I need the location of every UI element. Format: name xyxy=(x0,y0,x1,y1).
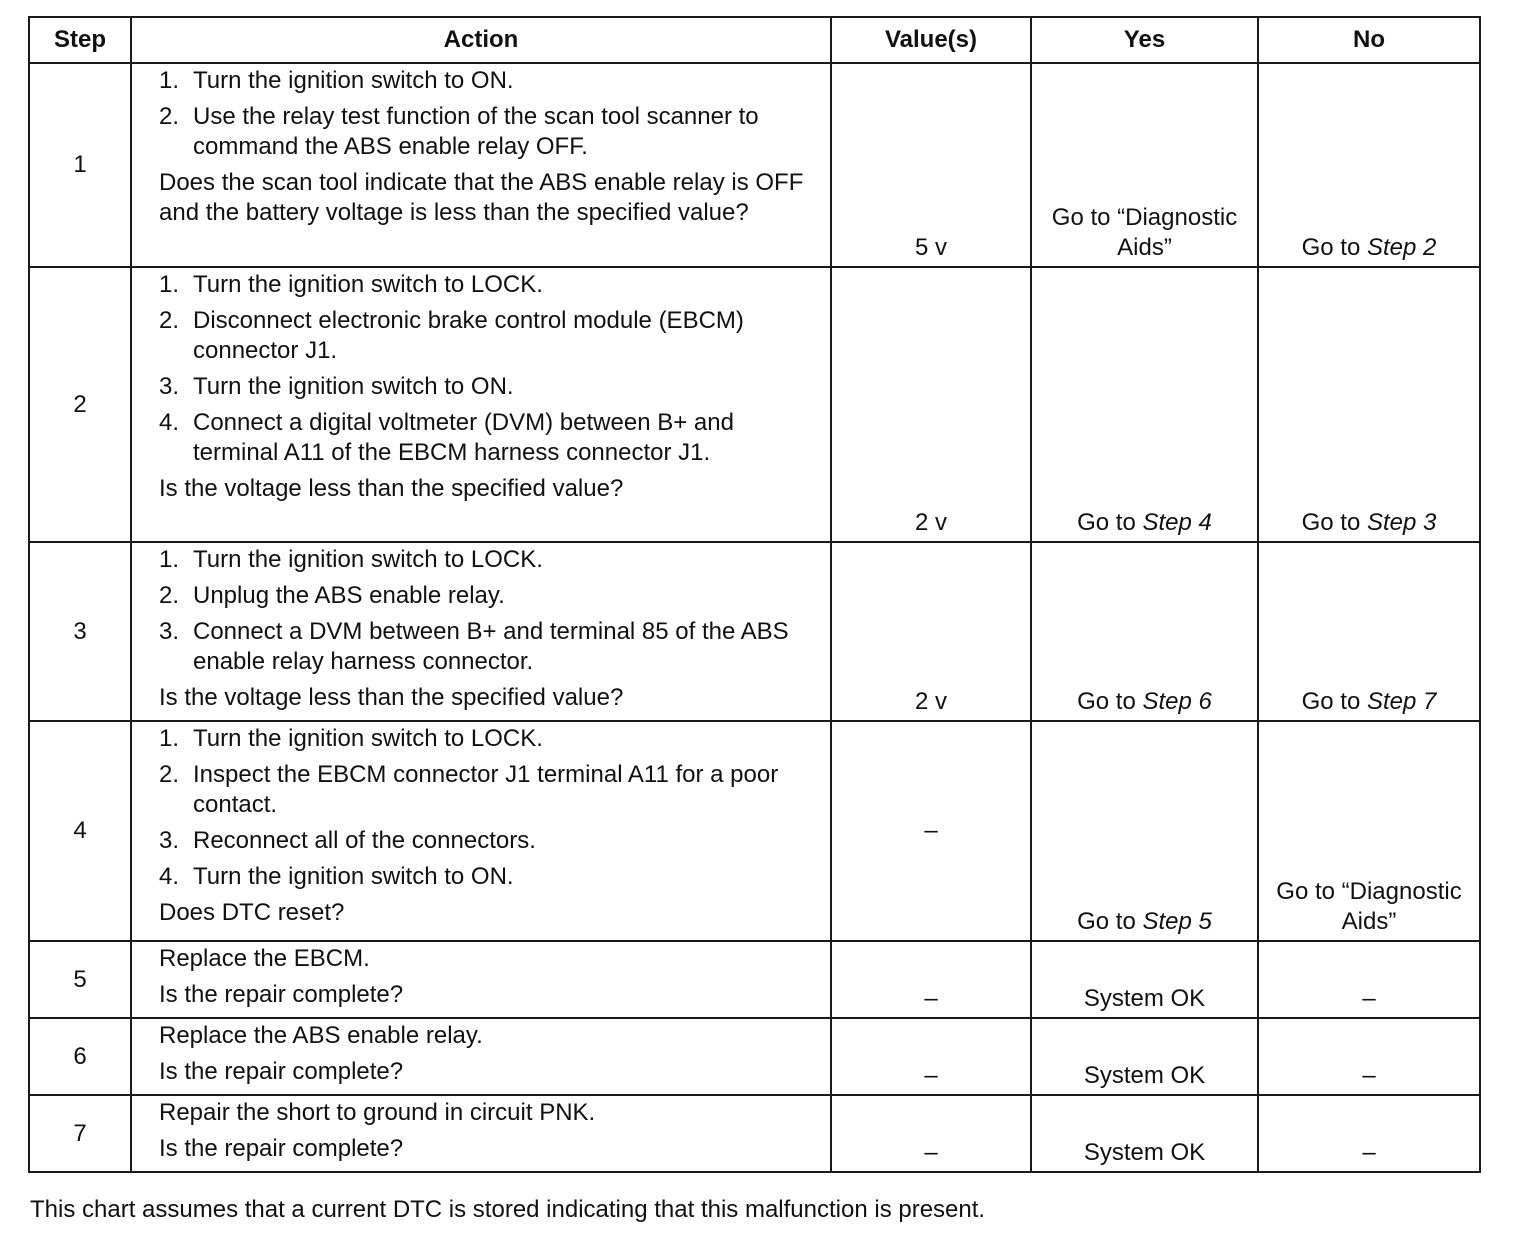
table-row xyxy=(29,63,1480,267)
action-item-text: Unplug the ABS enable relay. xyxy=(193,582,505,609)
no-step-ref: Step 7 xyxy=(1366,688,1437,715)
action-item-number: 1. xyxy=(159,67,180,94)
action-item xyxy=(159,826,814,856)
table-row xyxy=(29,267,1480,542)
action-item-text: Turn the ignition switch to LOCK. xyxy=(193,546,543,573)
no-cell: – xyxy=(1258,1018,1480,1095)
no-cell xyxy=(1258,542,1480,721)
action-item-number: 1. xyxy=(159,271,180,298)
step-number: 1 xyxy=(29,63,131,267)
action-item xyxy=(159,102,814,162)
action-cell xyxy=(131,1095,831,1172)
action-line: Repair the short to ground in circuit PNK. xyxy=(159,1099,596,1126)
action-item-text: Reconnect all of the connectors. xyxy=(193,827,536,854)
step-number: 5 xyxy=(29,941,131,1018)
yes-text: Go to “Diagnostic Aids” xyxy=(1051,204,1238,261)
yes-cell xyxy=(1031,267,1258,542)
yes-text: Go to xyxy=(1077,688,1143,715)
action-question: Is the repair complete? xyxy=(159,1135,404,1162)
action-item-text: Turn the ignition switch to ON. xyxy=(193,863,514,890)
action-item-text: Turn the ignition switch to LOCK. xyxy=(193,725,543,752)
footnote: This chart assumes that a current DTC is stored indicating that this malfunction is present. xyxy=(30,1196,986,1223)
action-item xyxy=(159,862,814,892)
action-item-text: Turn the ignition switch to ON. xyxy=(193,373,514,400)
action-question: Does DTC reset? xyxy=(159,899,345,926)
action-question: Is the repair complete? xyxy=(159,981,404,1008)
yes-text: Go to xyxy=(1077,509,1143,536)
action-item-number: 3. xyxy=(159,827,180,854)
action-item-number: 4. xyxy=(159,863,180,890)
table-header-row xyxy=(29,17,1480,63)
yes-step-ref: Step 4 xyxy=(1142,509,1212,536)
action-item-text: Turn the ignition switch to ON. xyxy=(193,67,514,94)
action-item xyxy=(159,617,814,677)
action-item-text: Inspect the EBCM connector J1 terminal A11 for a poor contact. xyxy=(193,761,779,818)
action-item xyxy=(159,408,814,468)
action-item xyxy=(159,270,814,300)
header-no: No xyxy=(1258,17,1480,63)
no-step-ref: Step 3 xyxy=(1366,509,1437,536)
no-text: Go to xyxy=(1301,509,1367,536)
yes-step-ref: Step 5 xyxy=(1142,908,1212,935)
step-number: 7 xyxy=(29,1095,131,1172)
yes-cell xyxy=(1031,63,1258,267)
table-row xyxy=(29,721,1480,941)
action-item-number: 2. xyxy=(159,582,180,609)
step-number: 4 xyxy=(29,721,131,941)
header-yes: Yes xyxy=(1031,17,1258,63)
action-item-number: 2. xyxy=(159,307,180,334)
action-item-number: 3. xyxy=(159,373,180,400)
value-cell: – xyxy=(831,1018,1031,1095)
table-row xyxy=(29,1018,1480,1095)
action-item xyxy=(159,724,814,754)
action-item-text: Connect a digital voltmeter (DVM) between B+ and terminal A11 of the EBCM harness connector J1. xyxy=(193,409,734,466)
action-question: Is the voltage less than the specified value? xyxy=(159,684,624,711)
step-number: 2 xyxy=(29,267,131,542)
value-cell: 5 v xyxy=(831,63,1031,267)
value-cell: – xyxy=(831,941,1031,1018)
value-cell: – xyxy=(831,1095,1031,1172)
action-line: Replace the EBCM. xyxy=(159,945,370,972)
action-item xyxy=(159,545,814,575)
action-cell xyxy=(131,1018,831,1095)
yes-step-ref: Step 6 xyxy=(1142,688,1212,715)
no-cell xyxy=(1258,721,1480,941)
table-row xyxy=(29,542,1480,721)
yes-cell: System OK xyxy=(1031,941,1258,1018)
value-cell: 2 v xyxy=(831,267,1031,542)
yes-cell: System OK xyxy=(1031,1095,1258,1172)
action-item-number: 4. xyxy=(159,409,180,436)
value-cell: – xyxy=(831,721,1031,941)
action-question: Is the voltage less than the specified value? xyxy=(159,475,624,502)
action-cell xyxy=(131,721,831,941)
header-action: Action xyxy=(131,17,831,63)
no-cell xyxy=(1258,63,1480,267)
yes-cell xyxy=(1031,721,1258,941)
action-item-text: Turn the ignition switch to LOCK. xyxy=(193,271,543,298)
action-item xyxy=(159,306,814,366)
header-values: Value(s) xyxy=(831,17,1031,63)
action-item-text: Connect a DVM between B+ and terminal 85 of the ABS enable relay harness connector. xyxy=(193,618,789,675)
yes-text: Go to xyxy=(1077,908,1143,935)
action-cell xyxy=(131,941,831,1018)
no-step-ref: Step 2 xyxy=(1366,234,1437,261)
yes-cell: System OK xyxy=(1031,1018,1258,1095)
action-cell xyxy=(131,63,831,267)
diagnostic-table xyxy=(28,16,1481,1173)
action-item-number: 1. xyxy=(159,546,180,573)
action-item-number: 3. xyxy=(159,618,180,645)
step-number: 3 xyxy=(29,542,131,721)
no-cell: – xyxy=(1258,941,1480,1018)
action-item-number: 1. xyxy=(159,725,180,752)
action-line: Replace the ABS enable relay. xyxy=(159,1022,483,1049)
action-item-number: 2. xyxy=(159,103,180,130)
no-cell: – xyxy=(1258,1095,1480,1172)
no-text: Go to “Diagnostic Aids” xyxy=(1276,878,1462,935)
action-item xyxy=(159,66,814,96)
action-item xyxy=(159,372,814,402)
action-item-text: Use the relay test function of the scan tool scanner to command the ABS enable relay OFF. xyxy=(193,103,759,160)
table-row xyxy=(29,941,1480,1018)
action-item-text: Disconnect electronic brake control module (EBCM) connector J1. xyxy=(193,307,744,364)
yes-cell xyxy=(1031,542,1258,721)
no-cell xyxy=(1258,267,1480,542)
value-cell: 2 v xyxy=(831,542,1031,721)
action-item xyxy=(159,760,814,820)
no-text: Go to xyxy=(1301,234,1367,261)
action-item xyxy=(159,581,814,611)
action-question: Does the scan tool indicate that the ABS enable relay is OFF and the battery voltage is less than the specified value? xyxy=(159,169,804,226)
step-number: 6 xyxy=(29,1018,131,1095)
action-item-number: 2. xyxy=(159,761,180,788)
action-cell xyxy=(131,542,831,721)
no-text: Go to xyxy=(1301,688,1367,715)
header-step: Step xyxy=(29,17,131,63)
action-cell xyxy=(131,267,831,542)
action-question: Is the repair complete? xyxy=(159,1058,404,1085)
table-row xyxy=(29,1095,1480,1172)
